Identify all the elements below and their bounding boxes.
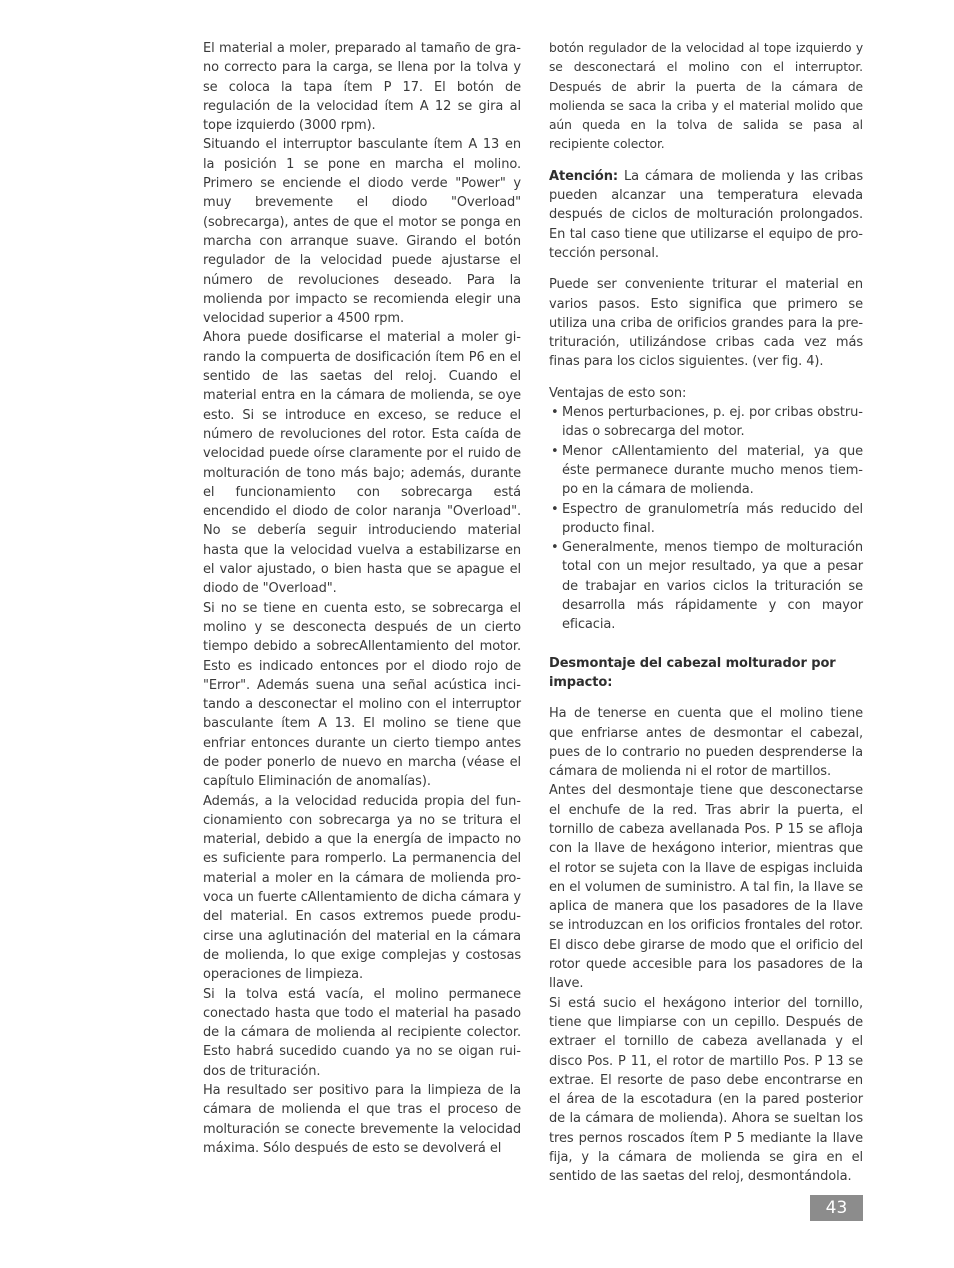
advantage-item: • Menor cAllentamiento del material, ya que éste permanece durante mucho menos tiempo en la cámara de molienda. bbox=[549, 442, 863, 500]
advantages-intro: Ventajas de esto son: bbox=[549, 385, 687, 401]
paragraph-disassembly: Antes del desmontaje tiene que desconectarse el enchufe de la red. Tras abrir la puerta, el tornillo de cabeza avellanada Pos. P 15 se afloja con la llave de hexágono interior, mientras que el rotor se sujeta con la llave de espigas incluida en el volumen de suministro. A tal fin, la llave se aplica de manera que los pasadores de la llave se introduzcan en los orificios frontales del rotor. El disco debe girarse de modo que el orificio del rotor quede accesible para los pasadores de la llave. bbox=[549, 783, 863, 992]
paragraph-reduced-speed: Además, a la velocidad reducida propia del funcionamiento con sobrecarga ya no se tritura el material, debido a que la energía de impacto no es suficiente para romperlo. La permanencia del material a moler en la cámara de molienda provoca un fuerte cAllentamiento de dicha cámara y del material. En casos extremos puede producirse una aglutinación del material en la cámara de molienda, lo que exige complejas y costosas operaciones de limpieza. bbox=[203, 793, 521, 983]
paragraph-continuation: botón regulador de la velocidad al tope izquierdo y se desconectará el molino con el interruptor. Después de abrir la puerta de la cámara de molienda se saca la criba y el material molido que aún queda en la tolva de salida se pasa al recipiente colector. bbox=[549, 41, 863, 152]
advantage-item: • Menos perturbaciones, p. ej. por cribas obstruidas o sobrecarga del motor. bbox=[549, 403, 863, 442]
right-column bbox=[549, 39, 863, 1187]
left-column bbox=[203, 39, 521, 1158]
attention-text: La cámara de molienda y las cribas pueden alcanzar una temperatura elevada después de ciclos de molturación prolongados. En tal caso tiene que utilizarse el equipo de protección personal. bbox=[549, 168, 863, 261]
paragraph-cleaning-hex: Si está sucio el hexágono interior del tornillo, tiene que limpiarse con un cepillo. Después de extraer el tornillo de cabeza avellanada y el disco Pos. P 11, el rotor de martillo Pos. P 13 se extrae. El resorte de paso debe encontrarse en el área de la escotadura (en la pared posterior de la cámara de molienda). Ahora se sueltan los tres pernos roscados ítem P 5 mediante la llave fija, y la cámara de molienda se gira en el sentido de las saetas del reloj, desmontándola. bbox=[549, 995, 863, 1185]
paragraph-loading: El material a moler, preparado al tamaño de grano correcto para la carga, se llena por la tolva y se coloca la tapa ítem P 17. El botón de regulación de la velocidad ítem A 12 se gira al tope izquierdo (3000 rpm). bbox=[203, 41, 521, 134]
paragraph-cooling: Ha de tenerse en cuenta que el molino tiene que enfriarse antes de desmontar el cabezal, pues de lo contrario no pueden desprenderse la cámara de molienda ni el rotor de martillos. bbox=[549, 706, 863, 780]
page-number: 43 bbox=[810, 1195, 863, 1221]
attention-note bbox=[549, 167, 863, 263]
paragraph-empty-hopper: Si la tolva está vacía, el molino permanece conectado hasta que todo el material ha pasado de la cámara de molienda al recipiente colector. Esto habrá sucedido cuando ya no se oigan ruidos de trituración. bbox=[203, 986, 521, 1079]
paragraph-overload: Si no se tiene en cuenta esto, se sobrecarga el molino y se desconecta después de un cierto tiempo debido a sobrecAllentamiento del motor. Esto es indicado entonces por el diodo rojo de "Error". Además suena una señal acústica incitando a desconectar el molino con el interruptor basculante ítem A 13. El molino se tiene que enfriar entonces durante un cierto tiempo antes de poder ponerlo de nuevo en marcha (véase el capítulo Eliminación de anomalías). bbox=[203, 600, 521, 790]
section-heading: Desmontaje del cabezal molturador por impacto: bbox=[549, 655, 836, 690]
paragraph-multi-step: Puede ser conveniente triturar el material en varios pasos. Esto significa que primero se utiliza una criba de orificios grandes para la pre-trituración, utilizándose cribas cada vez más finas para los ciclos siguientes. (ver fig. 4). bbox=[549, 277, 863, 370]
advantage-item: • Espectro de granulometría más reducido del producto final. bbox=[549, 500, 863, 539]
advantage-item: • Generalmente, menos tiempo de molturación total con un mejor resultado, ya que a pesar de trabajar en varios ciclos la trituración se desarrolla más rápidamente y con mayor eficacia. bbox=[549, 538, 863, 634]
attention-label: Atención: bbox=[549, 168, 618, 184]
paragraph-dosing: Ahora puede dosificarse el material a moler girando la compuerta de dosificación ítem P6 en el sentido de las saetas del reloj. Cuando el material entra en la cámara de molienda, se oye esto. Si se introduce en exceso, se reduce el número de revoluciones del rotor. Esta caída de velocidad puede oírse claramente por el ruido de molturación de tono más bajo; además, durante el funcionamiento con sobrecarga está encendido el diodo de color naranja "Overload". No se debería seguir introduciendo material hasta que la velocidad vuelva a estabilizarse en el valor ajustado, o bien hasta que se apague el diodo de "Overload". bbox=[203, 330, 521, 597]
paragraph-cleaning: Ha resultado ser positivo para la limpieza de la cámara de molienda el que tras el proceso de molturación se conecte brevemente la velocidad máxima. Sólo después de esto se devolverá el bbox=[203, 1083, 521, 1156]
advantages-list bbox=[549, 403, 863, 635]
paragraph-start-mill: Situando el interruptor basculante ítem A 13 en la posición 1 se pone en marcha el molino. Primero se enciende el diodo verde "Power" y muy brevemente el diodo "Overload" (sobrecarga), antes de que el motor se ponga en marcha con arranque suave. Girando el botón regulador de la velocidad puede ajustarse el número de revoluciones deseado. Para la molienda por impacto se recomienda elegir una velocidad superior a 4500 rpm. bbox=[203, 137, 521, 327]
